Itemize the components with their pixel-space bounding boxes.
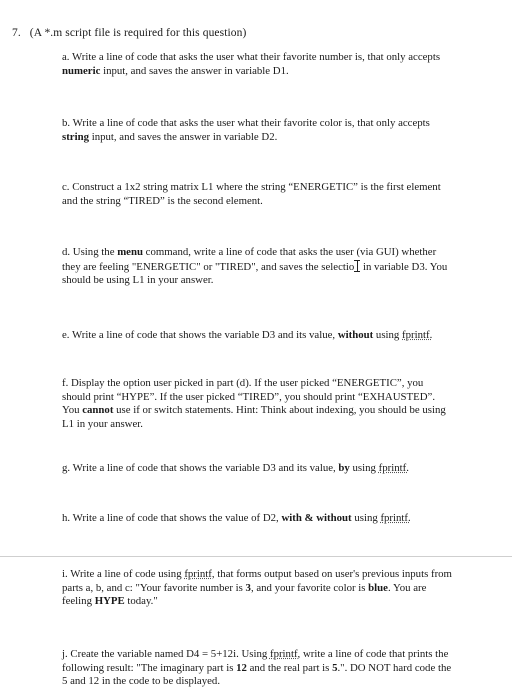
part-f [62, 377, 454, 431]
part-j-code: fprintf, [269, 648, 301, 660]
part-i-text-mid2: , and your favorite color is [250, 581, 369, 594]
part-i-text: i. Write a line of code using [62, 568, 185, 580]
part-h-code: fprintf. [380, 512, 411, 524]
part-h-text: h. Write a line of code that shows the value of D2, [62, 512, 282, 524]
part-b-bold: string [62, 130, 89, 143]
part-e-bold: without [337, 329, 374, 341]
part-i-bold-color: blue [368, 581, 388, 594]
part-j-text-mid2: and the real part is [246, 661, 333, 674]
part-f-text: f. Display the option user picked in part (d). If the user picked “ENERGETIC”, you should print “HYPE”. If the user picked “TIRED”, you should print “EXHAUSTED”. You [62, 377, 436, 417]
part-g [62, 462, 454, 476]
part-b-text: b. Write a line of code that asks the user what their favorite color is, that only accepts [62, 117, 430, 129]
part-i-bold-mood: HYPE [94, 595, 125, 608]
part-f-text-end: use if or switch statements. Hint: Think about indexing, you should be using L1 in your answer. [62, 404, 446, 430]
text-cursor-icon [354, 260, 360, 272]
part-g-bold: by [338, 462, 350, 474]
part-j-text-end: .". DO NOT hard code the 5 and 12 in the code to be displayed. [62, 661, 452, 688]
part-i-text-mid: that forms output based on user's previous inputs from parts a, b, and c: "Your favorite number is [62, 568, 452, 594]
part-a-text-end: input, and saves the answer in variable D1. [100, 64, 289, 77]
part-c-text: c. Construct a 1x2 string matrix L1 where the string “ENERGETIC” is the first element and the string “TIRED” is the second element. [62, 181, 441, 207]
part-d-text: d. Using the [62, 246, 118, 258]
part-j [62, 648, 454, 689]
part-h-text-mid: using [351, 512, 381, 524]
question-header [12, 27, 246, 39]
part-j-text-mid: write a line of code that prints the following result: "The imaginary part is [62, 648, 449, 674]
question-note: (A *.m script file is required for this question) [29, 27, 247, 39]
part-i-text-end: today." [124, 595, 158, 608]
part-g-text-mid: using [349, 462, 379, 474]
part-f-bold: cannot [82, 404, 114, 417]
part-i-text-mid3: . You are feeling [62, 581, 427, 608]
part-i-bold-number: 3 [245, 581, 251, 594]
part-b-text-end: input, and saves the answer in variable D2. [89, 130, 278, 143]
part-h [62, 512, 454, 526]
part-i [62, 568, 454, 609]
part-i-code: fprintf, [184, 568, 215, 580]
part-c [62, 181, 454, 208]
part-b [62, 117, 454, 144]
part-a-bold: numeric [62, 64, 101, 77]
part-d [62, 246, 454, 288]
part-e-text-mid: using [373, 329, 403, 341]
part-h-bold: with & without [281, 512, 352, 524]
part-a-text: a. Write a line of code that asks the user what their favorite number is, that only accepts [62, 51, 441, 63]
part-d-text-mid: command, write a line of code that asks the user (via GUI) whether they are feeling "ENERGETIC" or "TIRED", and saves the selectio [62, 246, 437, 273]
part-j-bold-imag: 12 [236, 661, 247, 674]
part-g-text: g. Write a line of code that shows the variable D3 and its value, [62, 462, 339, 474]
part-j-text: j. Create the variable named D4 = 5+12i. Using [62, 648, 270, 660]
part-e [62, 329, 454, 343]
part-a [62, 51, 454, 78]
divider [0, 556, 512, 557]
question-number: 7. [12, 27, 21, 39]
part-d-text-end: in variable D3. You should be using L1 in your answer. [62, 260, 448, 287]
part-g-code: fprintf. [378, 462, 409, 474]
part-e-code: fprintf. [402, 329, 433, 341]
part-e-text: e. Write a line of code that shows the variable D3 and its value, [62, 329, 338, 341]
part-d-bold: menu [117, 246, 143, 258]
part-j-bold-real: 5 [332, 661, 338, 674]
